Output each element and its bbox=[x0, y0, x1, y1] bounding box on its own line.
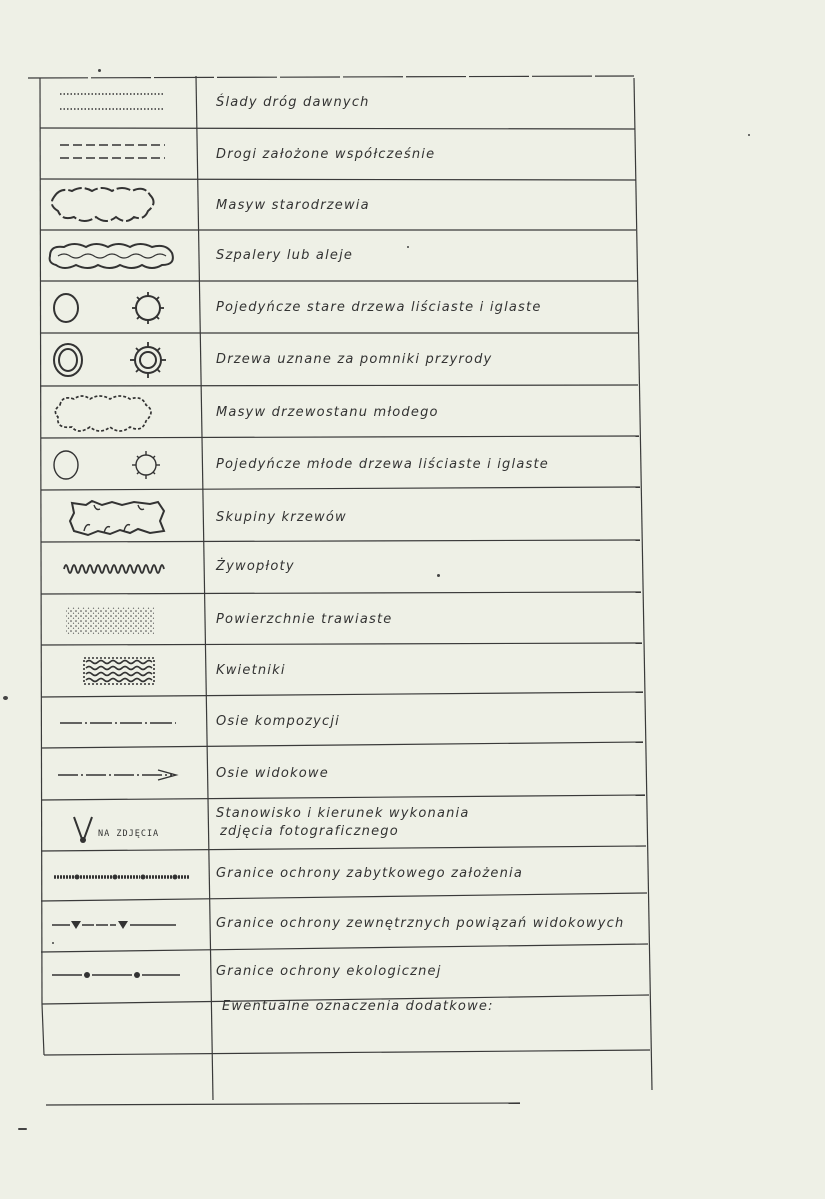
triangle-line-icon bbox=[40, 901, 200, 952]
viewpoint-caption: NA ZDJĘCIA bbox=[98, 829, 160, 839]
old-single-trees-icon bbox=[40, 282, 200, 333]
legend-label: Powierzchnie trawiaste bbox=[216, 612, 393, 627]
legend-row bbox=[40, 697, 650, 748]
legend-label: Masyw starodrzewia bbox=[216, 198, 370, 213]
legend-row bbox=[40, 334, 650, 386]
legend-label: Skupiny krzewów bbox=[216, 510, 347, 525]
legend-row bbox=[40, 851, 650, 901]
legend-row bbox=[40, 801, 650, 851]
dashed-lines-icon bbox=[40, 130, 200, 179]
stray-speck bbox=[18, 1128, 27, 1130]
legend-row bbox=[40, 901, 650, 952]
legend-row bbox=[40, 491, 650, 542]
additional-notes-label: Ewentualne oznaczenia dodatkowe: bbox=[222, 999, 494, 1014]
hedgerow-icon bbox=[40, 231, 200, 281]
stippled-area-icon bbox=[40, 595, 200, 646]
legend-row bbox=[40, 749, 650, 800]
dash-dot-line-icon bbox=[40, 697, 200, 748]
legend-row bbox=[40, 181, 650, 230]
beaded-line-icon bbox=[40, 851, 200, 901]
arrow-line-icon bbox=[40, 749, 200, 800]
stray-speck bbox=[98, 69, 101, 72]
legend-label: Osie kompozycji bbox=[216, 714, 340, 729]
legend-row bbox=[40, 282, 650, 333]
dotted-lines-icon bbox=[40, 80, 200, 128]
legend-label: Granice ochrony zewnętrznych powiązań widokowych bbox=[216, 916, 625, 931]
shrub-group-icon bbox=[40, 491, 200, 542]
wavy-line-icon bbox=[40, 543, 200, 594]
young-single-trees-icon bbox=[40, 439, 200, 490]
legend-label: Granice ochrony zabytkowego założenia bbox=[216, 866, 524, 881]
stray-speck bbox=[3, 696, 8, 700]
legend-label: Kwietniki bbox=[216, 663, 286, 678]
old-stand-mass-icon bbox=[40, 181, 200, 230]
stray-speck bbox=[748, 134, 750, 136]
legend-label: Drzewa uznane za pomniki przyrody bbox=[216, 352, 493, 367]
legend-row bbox=[40, 951, 650, 1001]
flowerbed-icon bbox=[40, 646, 200, 697]
legend-row bbox=[40, 543, 650, 594]
monument-trees-icon bbox=[40, 334, 200, 386]
viewpoint-icon bbox=[40, 801, 200, 851]
dot-line-icon bbox=[40, 951, 200, 1001]
legend-label: Pojedyńcze młode drzewa liściaste i iglaste bbox=[216, 457, 549, 472]
legend-row bbox=[40, 231, 650, 281]
legend-label: Osie widokowe bbox=[216, 766, 329, 781]
legend-row bbox=[40, 595, 650, 646]
legend-label bbox=[216, 805, 470, 841]
legend-row bbox=[40, 80, 650, 128]
legend-label: Drogi założone współcześnie bbox=[216, 147, 436, 162]
legend-label: Ślady dróg dawnych bbox=[216, 95, 370, 110]
legend-row bbox=[40, 646, 650, 697]
legend-label-line2: zdjęcia fotograficznego bbox=[220, 824, 399, 839]
legend-label: Szpalery lub aleje bbox=[216, 248, 354, 263]
legend-label: Żywopłoty bbox=[216, 559, 295, 574]
legend-row bbox=[40, 130, 650, 179]
young-stand-mass-icon bbox=[40, 387, 200, 438]
legend-row bbox=[40, 439, 650, 490]
legend-label-line1: Stanowisko i kierunek wykonania bbox=[216, 806, 470, 821]
legend-label: Masyw drzewostanu młodego bbox=[216, 405, 439, 420]
legend-row bbox=[40, 387, 650, 438]
legend-label: Granice ochrony ekologicznej bbox=[216, 964, 442, 979]
legend-label: Pojedyńcze stare drzewa liściaste i iglaste bbox=[216, 300, 542, 315]
